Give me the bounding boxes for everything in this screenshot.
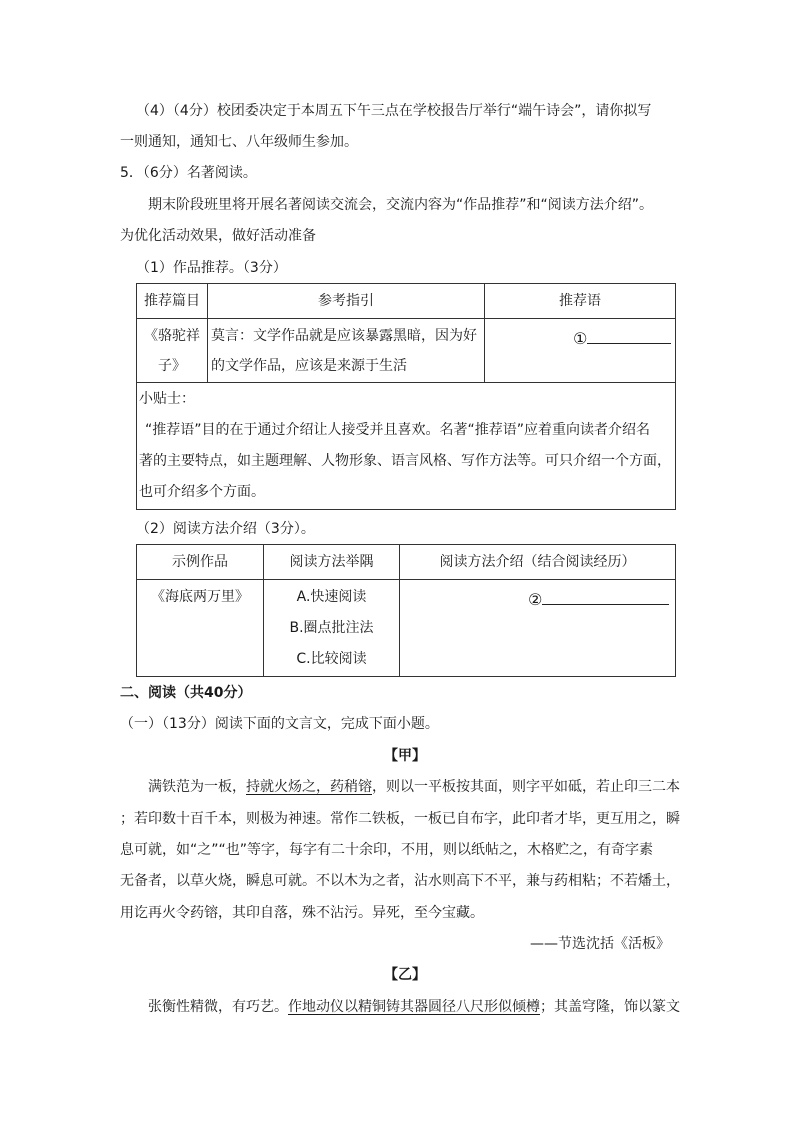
tips-line-2: 著的主要特点，如主题理解、人物形象、语言风格、写作方法等。可只介绍一个方面，: [139, 453, 671, 469]
q5-intro-line-1: 期末阶段班里将开展名著阅读交流会，交流内容为“作品推荐”和“阅读方法介绍”。: [148, 197, 654, 213]
jia-line-3: 息可就，如“之”“也”等字，每字有二十余印，不用，则以纸帖之，木格贮之，有奇字素: [120, 842, 654, 858]
method-a: A.快速阅读: [296, 588, 367, 605]
jia-line-1: [148, 780, 680, 794]
guide-line-1: 莫言：文学作品就是应该暴露黑暗，因为好: [211, 327, 477, 344]
work-title-line-2: 子》: [158, 357, 186, 374]
method-c: C.比较阅读: [296, 650, 367, 667]
q5-part1-label: （1）作品推荐。（3分）: [136, 260, 287, 276]
header-method-intro: 阅读方法介绍（结合阅读经历）: [400, 545, 676, 580]
jia-source: ——节选沈括《活板》: [530, 936, 670, 952]
answer-blank-1[interactable]: [485, 319, 676, 383]
q4-line-1: （4）（4分）校团委决定于本周五下午三点在学校报告厅举行“端午诗会”，请你拟写: [136, 103, 652, 119]
tips-title: 小贴士：: [139, 391, 195, 407]
q5-part2-label: （2）阅读方法介绍（3分）。: [136, 521, 315, 537]
recommendation-table: [136, 283, 676, 510]
header-methods: 阅读方法举隅: [264, 545, 400, 580]
yi-label: 【乙】: [384, 967, 426, 983]
jia-line-1-a: 满铁范为一板，: [148, 779, 246, 795]
work-title-line-1: 《骆驼祥: [144, 327, 200, 344]
jia-line-2: ；若印数十百千本，则极为神速。常作二铁板，一板已自布字，此印者才毕，更互用之，瞬: [120, 811, 680, 827]
blank-marker-1: ①: [573, 329, 588, 348]
tips-line-3: 也可介绍多个方面。: [139, 484, 265, 500]
q4-line-2: 一则通知，通知七、八年级师生参加。: [120, 134, 358, 150]
q5-title: 5．（6分）名著阅读。: [120, 165, 257, 181]
yi-line-1-a: 张衡性精微，有巧艺。: [148, 999, 288, 1015]
answer-line-2[interactable]: [542, 590, 669, 605]
section2-sub1: （一）（13分）阅读下面的文言文，完成下面小题。: [120, 716, 439, 732]
yi-line-1: [148, 1000, 680, 1014]
cell-guide: [208, 319, 485, 383]
header-recommendation: 推荐语: [485, 284, 676, 319]
tips-cell: [137, 383, 676, 510]
header-example-work: 示例作品: [137, 545, 264, 580]
jia-line-1-c: ，则以一平板按其面，则字平如砥，若止印三二本: [372, 779, 680, 795]
q5-intro-line-2: 为优化活动效果，做好活动准备: [120, 228, 316, 244]
yi-line-1-c: ；其盖穹隆，饰以篆文: [540, 999, 680, 1015]
section2-title: 二、阅读（共40分）: [120, 685, 252, 701]
tips-line-1: “推荐语”目的在于通过介绍让人接受并且喜欢。名著“推荐语”应着重向读者介绍名: [145, 422, 651, 438]
jia-underlined-phrase: 持就火炀之，药稍镕: [246, 779, 372, 795]
yi-underlined-phrase: 作地动仪以精铜铸其器圆径八尺形似倾樽: [288, 999, 540, 1015]
answer-line-1[interactable]: [587, 329, 671, 344]
answer-blank-2[interactable]: [400, 580, 676, 677]
header-guide: 参考指引: [208, 284, 485, 319]
cell-example-work: 《海底两万里》: [137, 580, 264, 677]
jia-line-5: 用讫再火令药镕，其印自落，殊不沾污。异死，至今宝藏。: [120, 905, 484, 921]
blank-marker-2: ②: [528, 590, 543, 609]
cell-work: [137, 319, 208, 383]
reading-method-table: [136, 544, 676, 677]
jia-label: 【甲】: [384, 748, 426, 764]
guide-line-2: 的文学作品，应该是来源于生活: [211, 357, 407, 374]
cell-methods: [264, 580, 400, 677]
jia-line-4: 无备者，以草火烧，瞬息可就。不以木为之者，沾水则高下不平，兼与药相粘；不若燔土，: [120, 873, 680, 889]
header-work: 推荐篇目: [137, 284, 208, 319]
method-b: B.圈点批注法: [289, 619, 374, 636]
